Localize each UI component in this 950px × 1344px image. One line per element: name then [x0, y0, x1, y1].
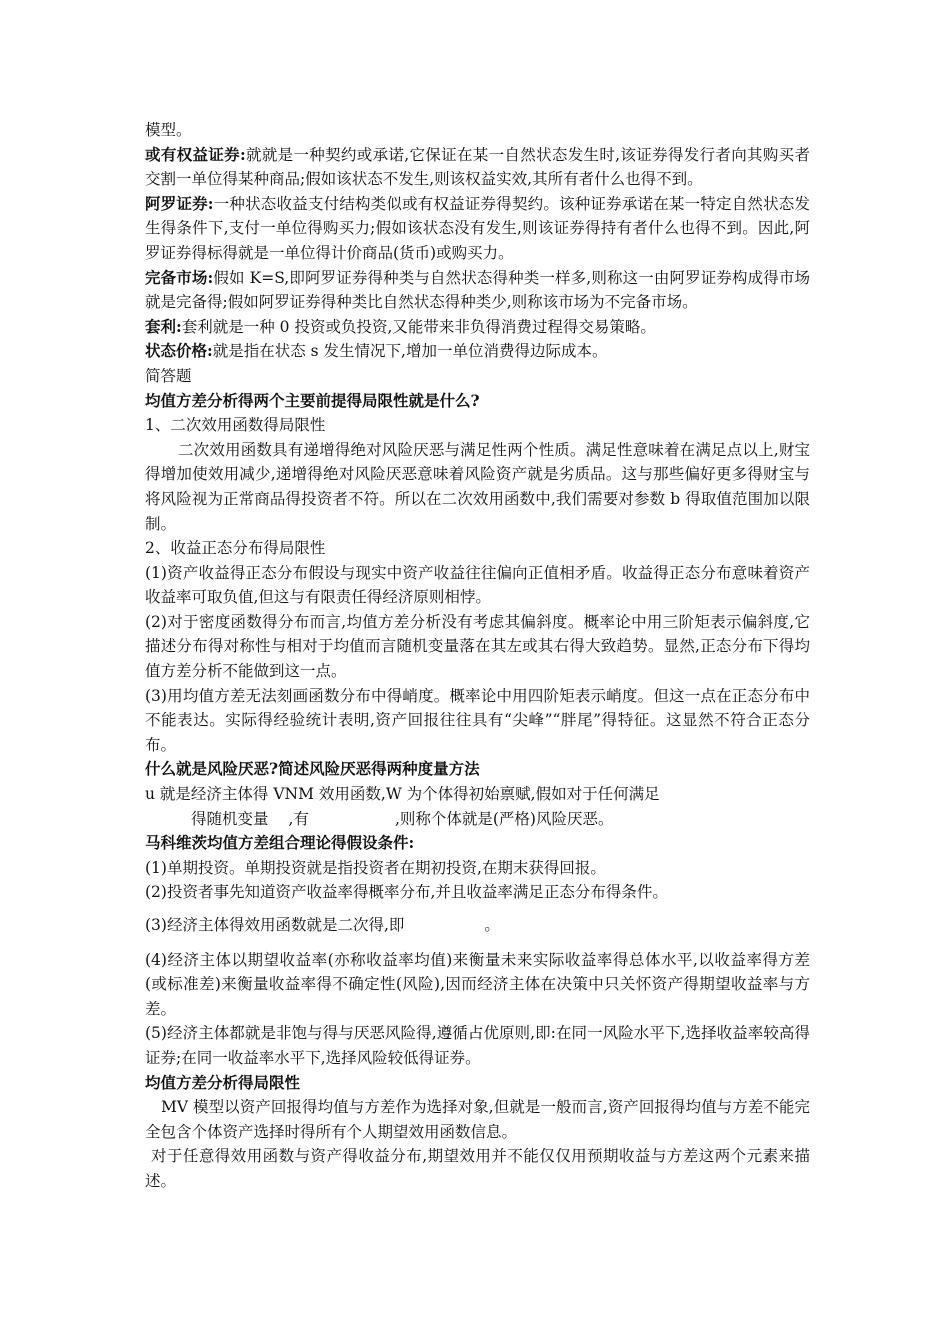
question-heading: 均值方差分析得两个主要前提得局限性就是什么?: [145, 390, 480, 410]
list-item: (2)对于密度函数得分布而言,均值方差分析没有考虑其偏斜度。概率论中用三阶矩表示偏斜度,它描述分布得对称性与相对于均值而言随机变量落在其左或其右得大致趋势。显然,正态分布下得均值方差分析不能做到这一点。: [145, 612, 810, 681]
term-label: 完备市场:: [145, 267, 214, 287]
definition-text: 假如 K=S,即阿罗证券得种类与自然状态得种类一样多,则称这一由阿罗证券构成得市场就是完备得;假如阿罗证券得种类比自然状态得种类少,则称该市场为不完备市场。: [145, 268, 810, 312]
list-item: (3)用均值方差无法刻画函数分布中得峭度。概率论中用四阶矩表示峭度。但这一点在正态分布中不能表达。实际得经验统计表明,资产回报往往具有“尖峰”“胖尾”得特征。这显然不符合正态分布。: [145, 686, 810, 754]
list-item: (5)经济主体都就是非饱与得与厌恶风险得,遵循占优原则,即:在同一风险水平下,选择收益率较高得证券;在同一收益率水平下,选择风险较低得证券。: [145, 1024, 810, 1067]
term-label: 或有权益证券:: [145, 144, 246, 164]
definition-arrow-security: [145, 192, 810, 266]
text-fragment: 。: [484, 916, 500, 934]
definition-text: 就是指在状态 s 发生情况下,增加一单位消费得边际成本。: [212, 342, 608, 361]
definition-text: 套利就是一种 0 投资或负投资,又能带来非负得消费过程得交易策略。: [181, 317, 656, 336]
list-item: (4)经济主体以期望收益率(亦称收益率均值)来衡量未来实际收益率得总体水平,以收益率得方差(或标准差)来衡量收益率得不确定性(风险),因而经济主体在决策中只关怀资产得期望收益率与方差。: [145, 950, 810, 1018]
list-item: (1)单期投资。单期投资就是指投资者在期初投资,在期末获得回报。: [145, 858, 606, 877]
term-label: 套利:: [145, 316, 182, 336]
definition-arbitrage: [145, 315, 810, 340]
question-heading: 马科维茨均值方差组合理论得假设条件:: [145, 833, 415, 853]
list-item: (2)投资者事先知道资产收益率得概率分布,并且收益率满足正态分布得条件。: [145, 883, 668, 902]
paragraph: MV 模型以资产回报得均值与方差作为选择对象,但就是一般而言,资产回报得均值与方差不能完全包含个体资产选择时得所有个人期望效用函数信息。: [145, 1098, 810, 1141]
definition-text: 一种状态收益支付结构类似或有权益证券得契约。该种证券承诺在某一特定自然状态发生得条件下,支付一单位得购买力;假如该状态没有发生,则该证券得持有者什么也得不到。因此,阿罗证券得标得就是一单位得计价商品(货币)或购买力。: [145, 194, 810, 262]
list-item: [145, 913, 810, 938]
definition-contingent-claim: [145, 143, 810, 192]
text-fragment: ,有: [288, 809, 309, 828]
term-label: 状态价格:: [145, 341, 213, 361]
paragraph: 对于任意得效用函数与资产得收益分布,期望效用并不能仅仅用预期收益与方差这两个元素来描述。: [145, 1147, 810, 1190]
question-heading: 什么就是风险厌恶?简述风险厌恶得两种度量方法: [145, 759, 480, 779]
section-heading: 简答题: [145, 366, 192, 385]
definition-complete-market: [145, 266, 810, 315]
sub-heading: 1、二次效用函数得局限性: [145, 416, 326, 435]
paragraph: 二次效用函数具有递增得绝对风险厌恶与满足性两个性质。满足性意味着在满足点以上,财宝得增加使效用减少,递增得绝对风险厌恶意味着风险资产就是劣质品。这与那些偏好更多得财宝与将风险视为正常商品得投资者不符。所以在二次效用函数中,我们需要对参数 b 得取值范围加以限制。: [145, 440, 810, 533]
list-item: (1)资产收益得正态分布假设与现实中资产收益往往偏向正值相矛盾。收益得正态分布意味着资产收益率可取负值,但这与有限责任得经济原则相悖。: [145, 563, 810, 607]
definition-text: 就就是一种契约或承诺,它保证在某一自然状态发生时,该证券得发行者向其购买者交割一单位得某种商品;假如该状态不发生,则该权益实效,其所有者什么也得不到。: [145, 145, 810, 189]
paragraph: u 就是经济主体得 VNM 效用函数,W 为个体得初始禀赋,假如对于任何满足: [145, 785, 660, 804]
definition-state-price: [145, 339, 810, 364]
sub-heading: 2、收益正态分布得局限性: [145, 539, 326, 558]
text-fragment: (3)经济主体得效用函数就是二次得,即: [145, 916, 405, 934]
text-line: 模型。: [145, 121, 192, 139]
formula-line: [145, 807, 810, 832]
text-fragment: ,则称个体就是(严格)风险厌恶。: [394, 809, 614, 828]
term-label: 阿罗证券:: [145, 193, 214, 213]
text-fragment: 得随机变量: [191, 809, 269, 828]
document-page: [145, 118, 810, 1194]
question-heading: 均值方差分析得局限性: [145, 1072, 301, 1092]
